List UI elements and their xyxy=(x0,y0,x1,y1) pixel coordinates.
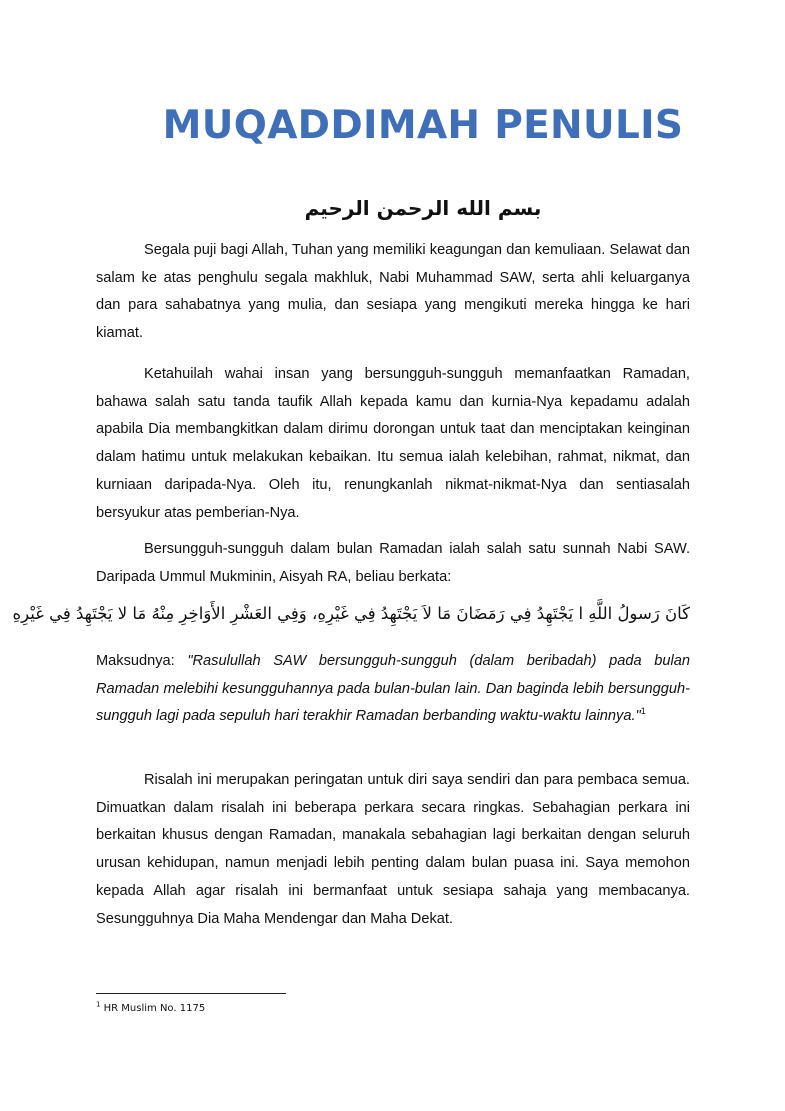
hadith-meaning xyxy=(96,648,690,731)
meaning-label: Maksudnya: xyxy=(96,653,188,669)
paragraph-risalah: Risalah ini merupakan peringatan untuk diri saya sendiri dan para pembaca semua. Dimuatkan dalam risalah ini beberapa perkara secara ringkas. Sebahagian perkara ini berkaitan khusus dengan Ramadan, manakala sebahagian lagi berkaitan dengan seluruh urusan kehidupan, namun menjadi lebih penting dalam bulan puasa ini. Saya memohon kepada Allah agar risalah ini bermanfaat untuk sesiapa sahaja yang membacanya. Sesungguhnya Dia Maha Mendengar dan Maha Dekat. xyxy=(96,772,690,927)
meaning-text: "Rasulullah SAW bersungguh-sungguh (dalam beribadah) pada bulan Ramadan melebihi kesungguhannya pada bulan-bulan lain. Dan baginda lebih bersungguh-sungguh lagi pada sepuluh hari terakhir Ramadan berbanding waktu-waktu lainnya." xyxy=(96,653,690,725)
footnote-text: HR Muslim No. 1175 xyxy=(103,1003,206,1014)
page-title: MUQADDIMAH PENULIS xyxy=(162,103,684,148)
footnote-reference[interactable]: 1 xyxy=(640,706,646,717)
basmala-heading: بسم الله الرحمن الرحيم xyxy=(304,196,542,220)
footnote-divider xyxy=(96,993,286,994)
footnote-marker: 1 xyxy=(96,1000,101,1009)
paragraph-ketahuilah: Ketahuilah wahai insan yang bersungguh-sungguh memanfaatkan Ramadan, bahawa salah satu tanda taufik Allah kepada kamu dan kurnia-Nya kepadamu adalah apabila Dia membangkitkan dalam dirimu dorongan untuk taat dan menciptakan keinginan dalam hatimu untuk melakukan kebaikan. Itu semua ialah kelebihan, rahmat, nikmat, dan kurniaan daripada-Nya. Oleh itu, renungkanlah nikmat-nikmat-Nya dan sentiasalah bersyukur atas pemberian-Nya. xyxy=(96,366,690,521)
hadith-arabic-text: كَانَ رَسولُ اللَّهِ ا يَجْتَهِدُ فِي رَمَضَانَ مَا لاَ يَجْتَهِدُ فِي غَيْرِهِ، وَفِي العَشْرِ الأَوَاخِرِ مِنْهُ مَا لا يَجْتَهِدُ فِي غَيْرِهِ xyxy=(12,604,690,623)
paragraph-opening: Segala puji bagi Allah, Tuhan yang memiliki keagungan dan kemuliaan. Selawat dan salam ke atas penghulu segala makhluk, Nabi Muhammad SAW, serta ahli keluarganya dan para sahabatnya yang mulia, dan sesiapa yang mengikuti mereka hingga ke hari kiamat. xyxy=(96,242,690,342)
footnote xyxy=(96,1001,205,1017)
paragraph-bersungguh: Bersungguh-sungguh dalam bulan Ramadan ialah salah satu sunnah Nabi SAW. Daripada Ummul Mukminin, Aisyah RA, beliau berkata: xyxy=(96,541,690,585)
